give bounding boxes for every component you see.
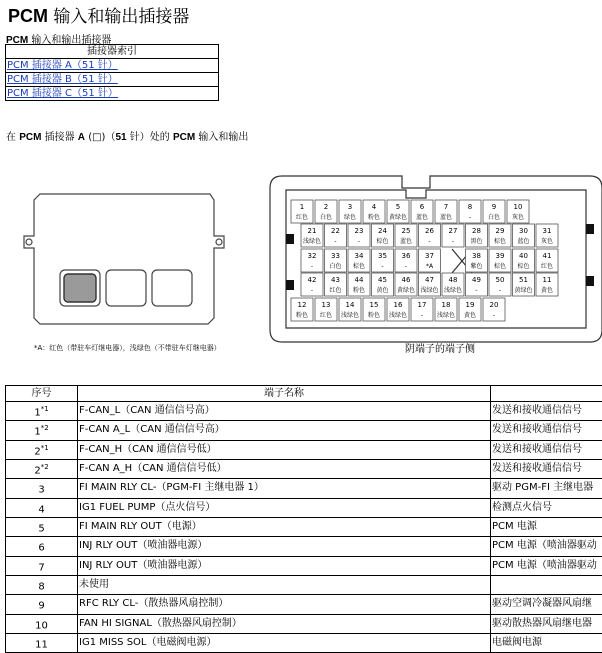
pin-table — [5, 385, 602, 653]
connector-pin — [536, 273, 558, 296]
pin-wire-color: 灰色 — [512, 213, 524, 221]
pin-number-label: 43 — [331, 276, 340, 284]
pin-number-label: 32 — [308, 252, 317, 260]
pin-number-label: 15 — [370, 301, 379, 309]
connector-pin — [435, 298, 457, 321]
pin-number-text: 2 — [34, 446, 40, 457]
pin-number-text: 8 — [38, 581, 44, 592]
pin-number-text: 6 — [38, 543, 44, 554]
terminal-name: F-CAN_L（CAN 通信信号高） — [78, 402, 491, 421]
pin-footnote-mark: *2 — [41, 424, 49, 432]
pin-number-text: 5 — [38, 523, 44, 534]
pin-number-label: 5 — [396, 203, 400, 211]
section-subheading: PCM 输入和输出插接器 — [6, 31, 111, 46]
pin-number-label: 26 — [425, 227, 434, 235]
connector-pin — [513, 249, 535, 272]
pin-number-label: 51 — [519, 276, 528, 284]
col-header-description — [491, 386, 602, 402]
pin-number-label: 35 — [378, 252, 387, 260]
connector-pin — [489, 273, 511, 296]
pcm-unit-illustration — [24, 194, 224, 324]
connector-pin — [348, 224, 370, 247]
connector-pin — [442, 273, 464, 296]
pin-number-label: 48 — [449, 276, 458, 284]
pin-number-label: 31 — [543, 227, 552, 235]
pin-wire-color: 红色 — [329, 286, 341, 294]
pin-number-label: 29 — [496, 227, 505, 235]
terminal-name: 未使用 — [78, 575, 491, 594]
table-row — [6, 421, 602, 440]
table-row — [6, 633, 602, 652]
connector-pin — [411, 298, 433, 321]
pin-number-label: 11 — [543, 276, 552, 284]
terminal-description: 驱动散热器风扇继电器 — [491, 614, 602, 633]
pin-number-label: 18 — [442, 301, 451, 309]
pin-number-label: 42 — [308, 276, 317, 284]
pin-wire-color: 粉色 — [368, 213, 380, 221]
page-title: PCM 输入和输出插接器 — [8, 2, 189, 27]
pin-wire-color: - — [334, 238, 336, 245]
pin-wire-color: 黄色 — [464, 311, 476, 319]
pin-number — [6, 498, 78, 517]
pin-footnote-mark: *1 — [41, 405, 49, 413]
table-row — [6, 498, 602, 517]
connector-pin — [466, 224, 488, 247]
connector-pin — [466, 249, 488, 272]
connector-pin — [339, 200, 361, 223]
pin-wire-color: 红色 — [320, 311, 332, 319]
pin-number-label: 33 — [331, 252, 340, 260]
pin-wire-color: - — [469, 214, 471, 221]
terminal-name: RFC RLY CL-（散热器风扇控制） — [78, 595, 491, 614]
terminal-description: 发送和接收通信信号 — [491, 402, 602, 421]
pin-wire-color: - — [493, 312, 495, 319]
table-row — [6, 556, 602, 575]
terminal-description — [491, 575, 602, 594]
table-row — [6, 614, 602, 633]
table-row — [6, 537, 602, 556]
connector-a-intro: 在 PCM 插接器 A (□)（51 针）处的 PCM 输入和输出 — [6, 128, 248, 143]
pin-wire-color: - — [421, 312, 423, 319]
pin-wire-color: 白色 — [320, 213, 332, 221]
connector-pin — [513, 273, 535, 296]
connector-pin — [387, 200, 409, 223]
pin-number-label: 28 — [472, 227, 481, 235]
pin-number-label: 49 — [472, 276, 481, 284]
connector-b-link[interactable]: PCM 插接器 B（51 针） — [7, 74, 118, 85]
pin-number-label: 38 — [472, 252, 481, 260]
pin-wire-color: 紫色 — [470, 262, 482, 270]
table-row — [6, 440, 602, 459]
connector-pin — [325, 273, 347, 296]
terminal-description: 发送和接收通信信号 — [491, 440, 602, 459]
terminal-name: FAN HI SIGNAL（散热器风扇控制） — [78, 614, 491, 633]
connector-pin — [291, 200, 313, 223]
connector-pin — [459, 298, 481, 321]
pin-number-label: 9 — [492, 203, 496, 211]
pin-number-label: 41 — [543, 252, 552, 260]
pin-number-label: 12 — [298, 301, 307, 309]
connector-pin — [395, 224, 417, 247]
terminal-description: 驱动 PGM-FI 主继电器 — [491, 479, 602, 498]
pin-number-label: 17 — [418, 301, 427, 309]
pin-number — [6, 633, 78, 652]
terminal-description: 检测点火信号 — [491, 498, 602, 517]
pin-number-label: 4 — [372, 203, 377, 211]
pin-wire-color: - — [452, 238, 454, 245]
pin-wire-color: 绿色 — [344, 213, 356, 221]
pin-number-text: 1 — [34, 407, 40, 418]
pin-number-label: 10 — [514, 203, 523, 211]
pin-number-label: 50 — [496, 276, 505, 284]
pin-number — [6, 614, 78, 633]
pin-number-label: 23 — [355, 227, 364, 235]
pin-number — [6, 402, 78, 421]
connector-pin — [411, 200, 433, 223]
pin-wire-color: - — [381, 263, 383, 270]
connector-pin — [483, 298, 505, 321]
connector-pin — [372, 249, 394, 272]
connector-pin — [291, 298, 313, 321]
pin-wire-color: 浅绿色 — [444, 286, 462, 294]
pin-number-label: 46 — [402, 276, 411, 284]
terminal-name: FI MAIN RLY CL-（PGM-FI 主继电器 1） — [78, 479, 491, 498]
connector-pin — [435, 200, 457, 223]
pin-wire-color: 棕色 — [376, 237, 388, 245]
terminal-description: 发送和接收通信信号 — [491, 459, 602, 478]
terminal-name: INJ RLY OUT（喷油器电源） — [78, 537, 491, 556]
pin-number-label: 45 — [378, 276, 387, 284]
pin-number-label: 22 — [331, 227, 340, 235]
pin-number-label: 30 — [519, 227, 528, 235]
pin-number-label: 13 — [322, 301, 331, 309]
pin-wire-color: 粉色 — [353, 286, 365, 294]
pin-wire-color: *A — [426, 263, 434, 270]
terminal-description: PCM 电源（喷油器驱动 — [491, 556, 602, 575]
pin-number-text: 2 — [34, 465, 40, 476]
table-row — [6, 595, 602, 614]
pin-number-text: 1 — [34, 427, 40, 438]
connector-pin — [419, 249, 441, 272]
pin-wire-color: 灰色 — [541, 237, 553, 245]
terminal-name: F-CAN A_H（CAN 通信信号低） — [78, 459, 491, 478]
connector-pin — [325, 249, 347, 272]
pin-number-label: 21 — [308, 227, 317, 235]
terminal-name: IG1 FUEL PUMP（点火信号） — [78, 498, 491, 517]
terminal-description: 电磁阀电源 — [491, 633, 602, 652]
connector-pin — [395, 273, 417, 296]
connector-a-link[interactable]: PCM 插接器 A（51 针） — [7, 60, 118, 71]
pin-number-label: 27 — [449, 227, 458, 235]
connector-pin — [513, 224, 535, 247]
pin-wire-color: 棕色 — [494, 237, 506, 245]
pin-wire-color: 白色 — [488, 213, 500, 221]
pin-number-label: 44 — [355, 276, 364, 284]
connector-pin — [419, 273, 441, 296]
pin-number-label: 2 — [324, 203, 328, 211]
pin-wire-color: 黄绿色 — [389, 213, 407, 221]
pin-wire-color: - — [358, 238, 360, 245]
connector-pin — [301, 224, 323, 247]
pin-number — [6, 556, 78, 575]
connector-pin-grid — [291, 200, 558, 321]
connector-c-link[interactable]: PCM 插接器 C（51 针） — [7, 88, 118, 99]
connector-pin — [507, 200, 529, 223]
pin-number-label: 36 — [402, 252, 411, 260]
terminal-name: F-CAN_H（CAN 通信信号低） — [78, 440, 491, 459]
pin-wire-color: 浅绿色 — [420, 286, 438, 294]
pin-number-text: 7 — [38, 562, 44, 573]
pin-wire-color: - — [311, 287, 313, 294]
pin-wire-color: 粉色 — [368, 311, 380, 319]
table-row — [6, 402, 602, 421]
pin-wire-color: 蓝色 — [416, 213, 428, 221]
pin-number-label: 34 — [355, 252, 364, 260]
terminal-name: F-CAN A_L（CAN 通信信号高） — [78, 421, 491, 440]
connector-index-header: 插接器索引 — [6, 45, 219, 59]
pin-number-label: 37 — [425, 252, 434, 260]
pin-number-text: 4 — [38, 504, 44, 515]
pin-wire-color: - — [311, 263, 313, 270]
connector-pin — [348, 273, 370, 296]
connector-pin — [442, 224, 464, 247]
pin-number-label: 16 — [394, 301, 403, 309]
connector-pin — [363, 200, 385, 223]
connector-caption: 阴端子的端子侧 — [405, 342, 475, 355]
pin-wire-color: 蓝色 — [440, 213, 452, 221]
pin-number — [6, 595, 78, 614]
pin-wire-color: - — [428, 238, 430, 245]
table-row — [6, 459, 602, 478]
pin-number-label: 3 — [348, 203, 352, 211]
pin-number — [6, 421, 78, 440]
pin-wire-color: 浅绿色 — [303, 237, 321, 245]
pin-footnote-mark: *1 — [41, 444, 49, 452]
connector-pin — [489, 249, 511, 272]
pin-number-text: 10 — [35, 620, 48, 631]
pin-number-label: 24 — [378, 227, 387, 235]
pin-wire-color: 棕色 — [494, 262, 506, 270]
pin-wire-color: 红色 — [296, 213, 308, 221]
connector-pin — [466, 273, 488, 296]
pin-wire-color: 浅绿色 — [437, 311, 455, 319]
connector-pin — [325, 224, 347, 247]
pin-wire-color: 粉色 — [296, 311, 308, 319]
table-row — [6, 479, 602, 498]
terminal-name: IG1 MISS SOL（电磁阀电源） — [78, 633, 491, 652]
connector-pin — [459, 200, 481, 223]
pin-wire-color: - — [475, 287, 477, 294]
pin-number-label: 40 — [519, 252, 528, 260]
pin-number-text: 3 — [38, 485, 44, 496]
pin-wire-color: 黄绿色 — [397, 286, 415, 294]
pin-number-label: 8 — [468, 203, 472, 211]
table-row — [6, 575, 602, 594]
pin-wire-color: 红色 — [541, 262, 553, 270]
pin-wire-color: 黑色 — [470, 237, 482, 245]
pin-wire-color: 黄绿色 — [514, 286, 532, 294]
pin-wire-color: 蓝色 — [400, 237, 412, 245]
pin-wire-color: 黄色 — [376, 286, 388, 294]
pin-wire-color: 蓝色 — [517, 237, 529, 245]
pin-number — [6, 517, 78, 536]
pin-number — [6, 459, 78, 478]
pin-number-label: 20 — [490, 301, 499, 309]
connector-pin — [419, 224, 441, 247]
pin-number-label: 14 — [346, 301, 355, 309]
pin-wire-color: 棕色 — [517, 262, 529, 270]
pin-number — [6, 479, 78, 498]
connector-a-highlight — [64, 274, 96, 302]
connector-pin — [315, 298, 337, 321]
connector-pin — [301, 273, 323, 296]
pcm-note: *A：红色（带驻车灯继电器），浅绿色（不带驻车灯继电器） — [34, 343, 221, 353]
pin-number-label: 7 — [444, 203, 448, 211]
pin-number-label: 6 — [420, 203, 425, 211]
pin-wire-color: - — [405, 263, 407, 270]
pin-wire-color: 浅绿色 — [341, 311, 359, 319]
connector-pin — [395, 249, 417, 272]
connector-pin — [489, 224, 511, 247]
pin-number-text: 11 — [35, 639, 48, 650]
connector-pin — [301, 249, 323, 272]
connector-pin — [536, 249, 558, 272]
terminal-description: 驱动空调冷凝器风扇继 — [491, 595, 602, 614]
pin-number-label: 47 — [425, 276, 434, 284]
col-header-terminal-name: 端子名称 — [78, 386, 491, 402]
pin-number-label: 19 — [466, 301, 475, 309]
pin-number-label: 25 — [402, 227, 411, 235]
terminal-name: INJ RLY OUT（喷油器电源） — [78, 556, 491, 575]
pin-number-label: 39 — [496, 252, 505, 260]
terminal-description: PCM 电源（喷油器驱动 — [491, 537, 602, 556]
pin-number-label: 1 — [300, 203, 304, 211]
table-row — [6, 517, 602, 536]
connector-pin — [387, 298, 409, 321]
connector-pin — [483, 200, 505, 223]
pin-number — [6, 440, 78, 459]
pin-number — [6, 537, 78, 556]
col-header-number: 序号 — [6, 386, 78, 402]
pin-number — [6, 575, 78, 594]
pin-footnote-mark: *2 — [41, 463, 49, 471]
pin-wire-color: 黄色 — [541, 286, 553, 294]
connector-pin — [339, 298, 361, 321]
connector-pin — [348, 249, 370, 272]
pin-number-text: 9 — [38, 601, 44, 612]
pin-wire-color: - — [499, 287, 501, 294]
terminal-name: FI MAIN RLY OUT（电源） — [78, 517, 491, 536]
connector-pin — [372, 273, 394, 296]
connector-pin — [536, 224, 558, 247]
terminal-description: PCM 电源 — [491, 517, 602, 536]
connector-pin — [372, 224, 394, 247]
connector-pin — [315, 200, 337, 223]
terminal-description: 发送和接收通信信号 — [491, 421, 602, 440]
pin-table-header-row — [6, 386, 602, 402]
pin-wire-color: 白色 — [329, 262, 341, 270]
connector-pin — [363, 298, 385, 321]
pin-wire-color: 浅绿色 — [389, 311, 407, 319]
pin-wire-color: 棕色 — [353, 262, 365, 270]
